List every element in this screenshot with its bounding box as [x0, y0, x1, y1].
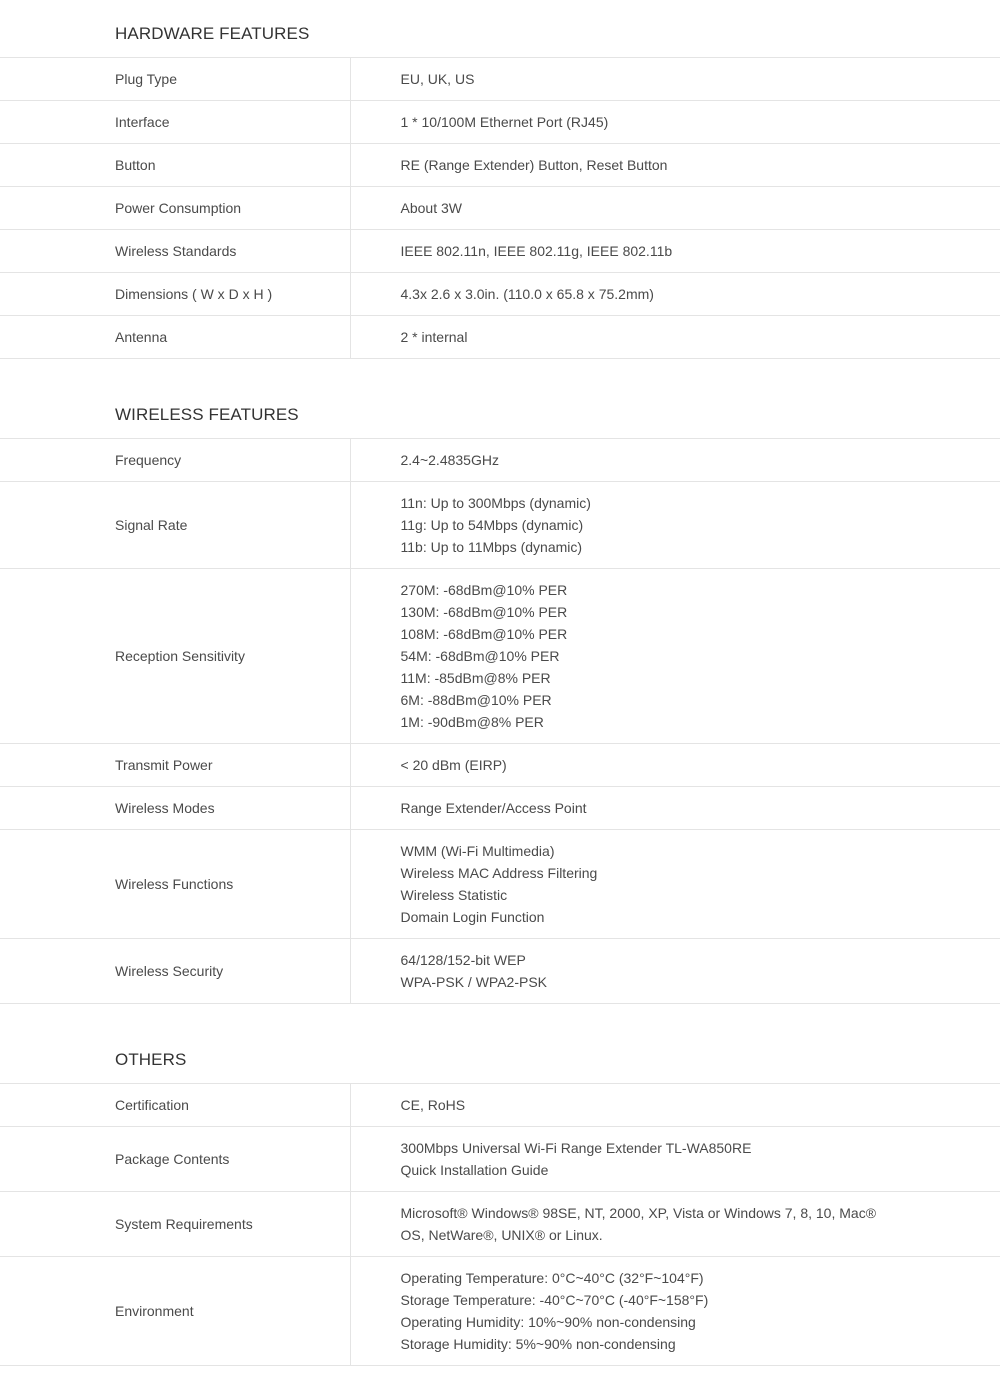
spec-section	[0, 0, 1000, 359]
spec-value-line: Storage Humidity: 5%~90% non-condensing	[400, 1336, 676, 1352]
spec-label: System Requirements	[0, 1192, 350, 1257]
table-row	[0, 187, 1000, 230]
spec-value	[350, 1127, 1000, 1192]
spec-label: Antenna	[0, 316, 350, 359]
table-row	[0, 316, 1000, 359]
table-row	[0, 1257, 1000, 1366]
table-row	[0, 1127, 1000, 1192]
spec-label: Package Contents	[0, 1127, 350, 1192]
spec-value	[350, 230, 1000, 273]
spec-value-line: About 3W	[400, 200, 462, 216]
spec-label: Signal Rate	[0, 482, 350, 569]
spec-value	[350, 1192, 1000, 1257]
spec-section	[0, 1004, 1000, 1366]
spec-table	[0, 57, 1000, 359]
spec-value-line: 108M: -68dBm@10% PER	[400, 626, 568, 642]
spec-value-line: WPA-PSK / WPA2-PSK	[400, 974, 548, 990]
spec-value-line: 130M: -68dBm@10% PER	[400, 604, 568, 620]
spec-value	[350, 187, 1000, 230]
spec-value	[350, 101, 1000, 144]
spec-value-line: Wireless MAC Address Filtering	[400, 865, 598, 881]
spec-label: Environment	[0, 1257, 350, 1366]
spec-label: Frequency	[0, 439, 350, 482]
spec-label: Wireless Functions	[0, 830, 350, 939]
spec-value	[350, 58, 1000, 101]
spec-value-line: Quick Installation Guide	[400, 1162, 549, 1178]
spec-value-line: Range Extender/Access Point	[400, 800, 587, 816]
spec-value-line: 64/128/152-bit WEP	[400, 952, 526, 968]
spec-label: Dimensions ( W x D x H )	[0, 273, 350, 316]
spec-value-line: IEEE 802.11n, IEEE 802.11g, IEEE 802.11b	[400, 243, 673, 259]
spec-label: Transmit Power	[0, 744, 350, 787]
spec-value	[350, 316, 1000, 359]
table-row	[0, 569, 1000, 744]
table-row	[0, 144, 1000, 187]
spec-value-line: 270M: -68dBm@10% PER	[400, 582, 568, 598]
table-row	[0, 482, 1000, 569]
spec-value	[350, 273, 1000, 316]
spec-value-line: Operating Humidity: 10%~90% non-condensing	[400, 1314, 696, 1330]
spec-value-line: Wireless Statistic	[400, 887, 508, 903]
section-title: HARDWARE FEATURES	[115, 24, 310, 43]
spec-value-line: RE (Range Extender) Button, Reset Button	[400, 157, 668, 173]
table-row	[0, 439, 1000, 482]
spec-value	[350, 1257, 1000, 1366]
spec-value-line: 11n: Up to 300Mbps (dynamic)	[400, 495, 591, 511]
spec-label: Reception Sensitivity	[0, 569, 350, 744]
spec-value-line: 2 * internal	[400, 329, 468, 345]
spec-value-line: Storage Temperature: -40°C~70°C (-40°F~158°F)	[400, 1292, 709, 1308]
spec-label: Plug Type	[0, 58, 350, 101]
table-row	[0, 101, 1000, 144]
spec-label: Wireless Standards	[0, 230, 350, 273]
spec-value-line: 1 * 10/100M Ethernet Port (RJ45)	[400, 114, 609, 130]
spec-value-line: < 20 dBm (EIRP)	[400, 757, 507, 773]
spec-value-line: 11g: Up to 54Mbps (dynamic)	[400, 517, 584, 533]
section-title: OTHERS	[115, 1050, 187, 1069]
spec-value-line: 11M: -85dBm@8% PER	[400, 670, 551, 686]
spec-value	[350, 569, 1000, 744]
spec-value-line: Microsoft® Windows® 98SE, NT, 2000, XP, Vista or Windows 7, 8, 10, Mac® OS, NetWare®, UNIX® or Linux.	[400, 1205, 877, 1243]
spec-value-line: 4.3x 2.6 x 3.0in. (110.0 x 65.8 x 75.2mm)	[400, 286, 654, 302]
spec-value-line: 2.4~2.4835GHz	[400, 452, 499, 468]
spec-label: Certification	[0, 1084, 350, 1127]
table-row	[0, 744, 1000, 787]
spec-value	[350, 1084, 1000, 1127]
spec-value-line: EU, UK, US	[400, 71, 475, 87]
spec-value-line: 11b: Up to 11Mbps (dynamic)	[400, 539, 583, 555]
spec-value	[350, 939, 1000, 1004]
spec-label: Interface	[0, 101, 350, 144]
spec-value	[350, 830, 1000, 939]
spec-value-line: CE, RoHS	[400, 1097, 466, 1113]
section-title: WIRELESS FEATURES	[115, 405, 299, 424]
spec-value-line: Operating Temperature: 0°C~40°C (32°F~104°F)	[400, 1270, 704, 1286]
spec-table	[0, 438, 1000, 1004]
table-row	[0, 939, 1000, 1004]
spec-value-line: 6M: -88dBm@10% PER	[400, 692, 552, 708]
table-row	[0, 787, 1000, 830]
table-row	[0, 58, 1000, 101]
spec-value	[350, 744, 1000, 787]
spec-value	[350, 439, 1000, 482]
table-row	[0, 830, 1000, 939]
table-row	[0, 1192, 1000, 1257]
spec-label: Power Consumption	[0, 187, 350, 230]
spec-value-line: WMM (Wi-Fi Multimedia)	[400, 843, 555, 859]
table-row	[0, 273, 1000, 316]
spec-value	[350, 482, 1000, 569]
table-row	[0, 230, 1000, 273]
spec-label: Wireless Security	[0, 939, 350, 1004]
spec-table	[0, 1083, 1000, 1366]
spec-value	[350, 144, 1000, 187]
spec-value-line: 54M: -68dBm@10% PER	[400, 648, 560, 664]
spec-value-line: 300Mbps Universal Wi-Fi Range Extender TL-WA850RE	[400, 1140, 752, 1156]
spec-label: Button	[0, 144, 350, 187]
spec-value	[350, 787, 1000, 830]
spec-value-line: Domain Login Function	[400, 909, 545, 925]
table-row	[0, 1084, 1000, 1127]
spec-section	[0, 359, 1000, 1004]
spec-value-line: 1M: -90dBm@8% PER	[400, 714, 544, 730]
spec-label: Wireless Modes	[0, 787, 350, 830]
